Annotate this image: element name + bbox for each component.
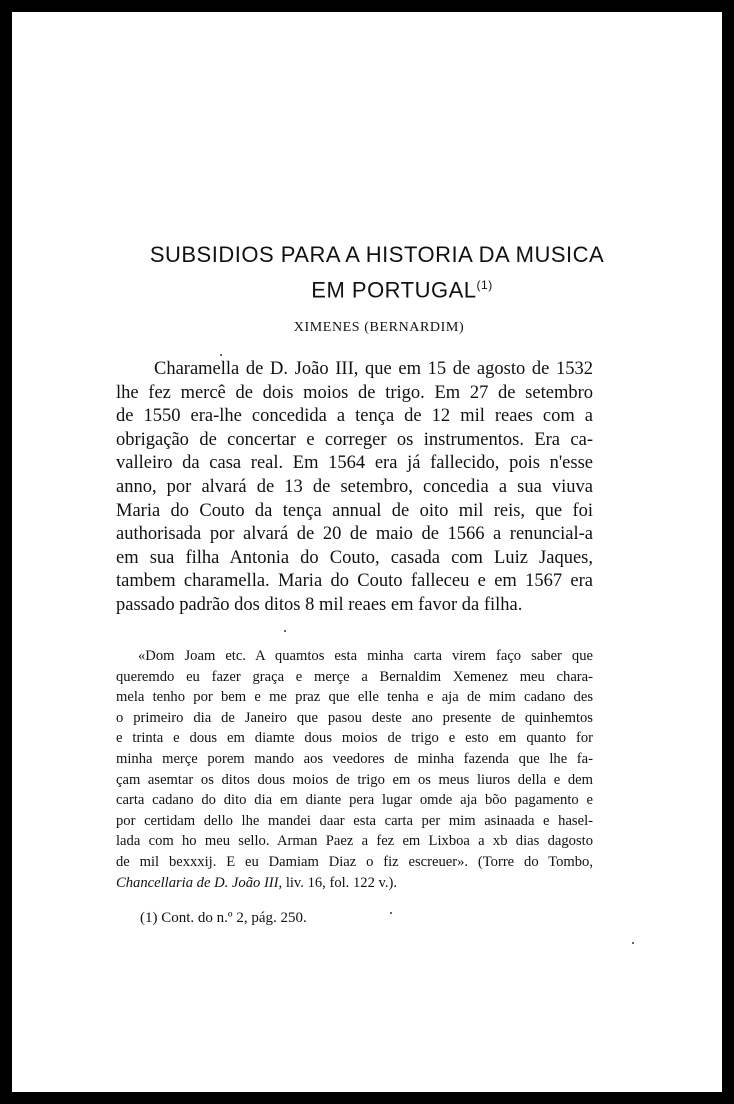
quoted-document bbox=[116, 646, 593, 893]
quote-line: carta cadano do dito dia em diante pera lugar omde aja bõo pagamento e bbox=[116, 792, 593, 809]
paragraph-line: tambem charamella. Maria do Couto falleceu e em 1567 era bbox=[116, 571, 593, 592]
title-line-1: SUBSIDIOS PARA A HISTORIA DA MUSICA bbox=[149, 242, 605, 267]
quote-line-citation bbox=[116, 873, 593, 894]
paragraph-line: valleiro da casa real. Em 1564 era já fallecido, pois n'esse bbox=[116, 453, 593, 474]
paragraph-line: anno, por alvará de 13 de setembro, concedia a sua viuva bbox=[116, 476, 593, 497]
quote-line: o primeiro dia de Janeiro que pasou deste ano presente de quinhemtos bbox=[116, 709, 593, 726]
quote-line: çam asemtar os ditos dous moios de trigo em os meus liuros della e dem bbox=[116, 771, 593, 788]
paragraph-line: Charamella de D. João III, que em 15 de agosto de 1532 bbox=[154, 359, 593, 379]
paragraph-line: lhe fez mercê de dois moios de trigo. Em 27 de setembro bbox=[116, 382, 593, 403]
paragraph-line: em sua filha Antonia do Couto, casada com Luiz Jaques, bbox=[116, 547, 593, 568]
author-heading: XIMENES (BERNARDIM) bbox=[293, 320, 465, 335]
main-paragraph bbox=[116, 358, 593, 618]
paragraph-line: Maria do Couto da tença annual de oito mil reis, que foi bbox=[116, 500, 593, 521]
quote-line: minha merçe porem mando aos veedores de minha fazenda que lhe fa- bbox=[116, 750, 593, 767]
document-page bbox=[12, 12, 722, 1092]
citation-title: Chancellaria de D. João III, bbox=[116, 874, 283, 891]
print-speck bbox=[284, 630, 286, 632]
quote-line: lada com ho meu sello. Arman Paez a fez em Lixboa a xb dias dagosto bbox=[116, 833, 593, 850]
article-title bbox=[12, 240, 722, 305]
title-footnote-mark: (1) bbox=[476, 278, 493, 292]
quote-line: de mil bexxxij. E eu Damiam Diaz o fiz escreuer». (Torre do Tombo, bbox=[116, 853, 593, 870]
quote-line: por certidam dello lhe mandei daar esta carta per mim asinaada e hasel- bbox=[116, 812, 593, 829]
title-line-2-text: EM PORTUGAL bbox=[311, 277, 477, 303]
quote-line: queremdo eu fazer graça e merçe a Bernaldim Xemenez meu chara- bbox=[116, 668, 593, 685]
citation-rest: liv. 16, fol. 122 v.). bbox=[282, 874, 398, 891]
paragraph-line: obrigação de concertar e correger os instrumentos. Era ca- bbox=[116, 429, 593, 450]
quote-line: «Dom Joam etc. A quamtos esta minha carta virem faço saber que bbox=[138, 648, 593, 664]
paragraph-line: authorisada por alvará de 20 de maio de 1566 a renuncial-a bbox=[116, 524, 593, 545]
paragraph-line: de 1550 era-lhe concedida a tença de 12 mil reaes com a bbox=[116, 406, 593, 427]
quote-line: e trinta e dous em diamte dous moios de trigo e esto em quanto for bbox=[116, 730, 593, 747]
title-line-2 bbox=[12, 270, 722, 305]
print-speck bbox=[220, 354, 222, 356]
quote-line: mela tenho por bem e me praz que elle tenha e aja de mim cadano des bbox=[116, 689, 593, 706]
footnote: (1) Cont. do n.º 2, pág. 250. bbox=[140, 910, 307, 926]
print-speck bbox=[390, 912, 392, 914]
print-speck bbox=[632, 942, 634, 944]
paragraph-line: passado padrão dos ditos 8 mil reaes em favor da filha. bbox=[116, 594, 523, 615]
